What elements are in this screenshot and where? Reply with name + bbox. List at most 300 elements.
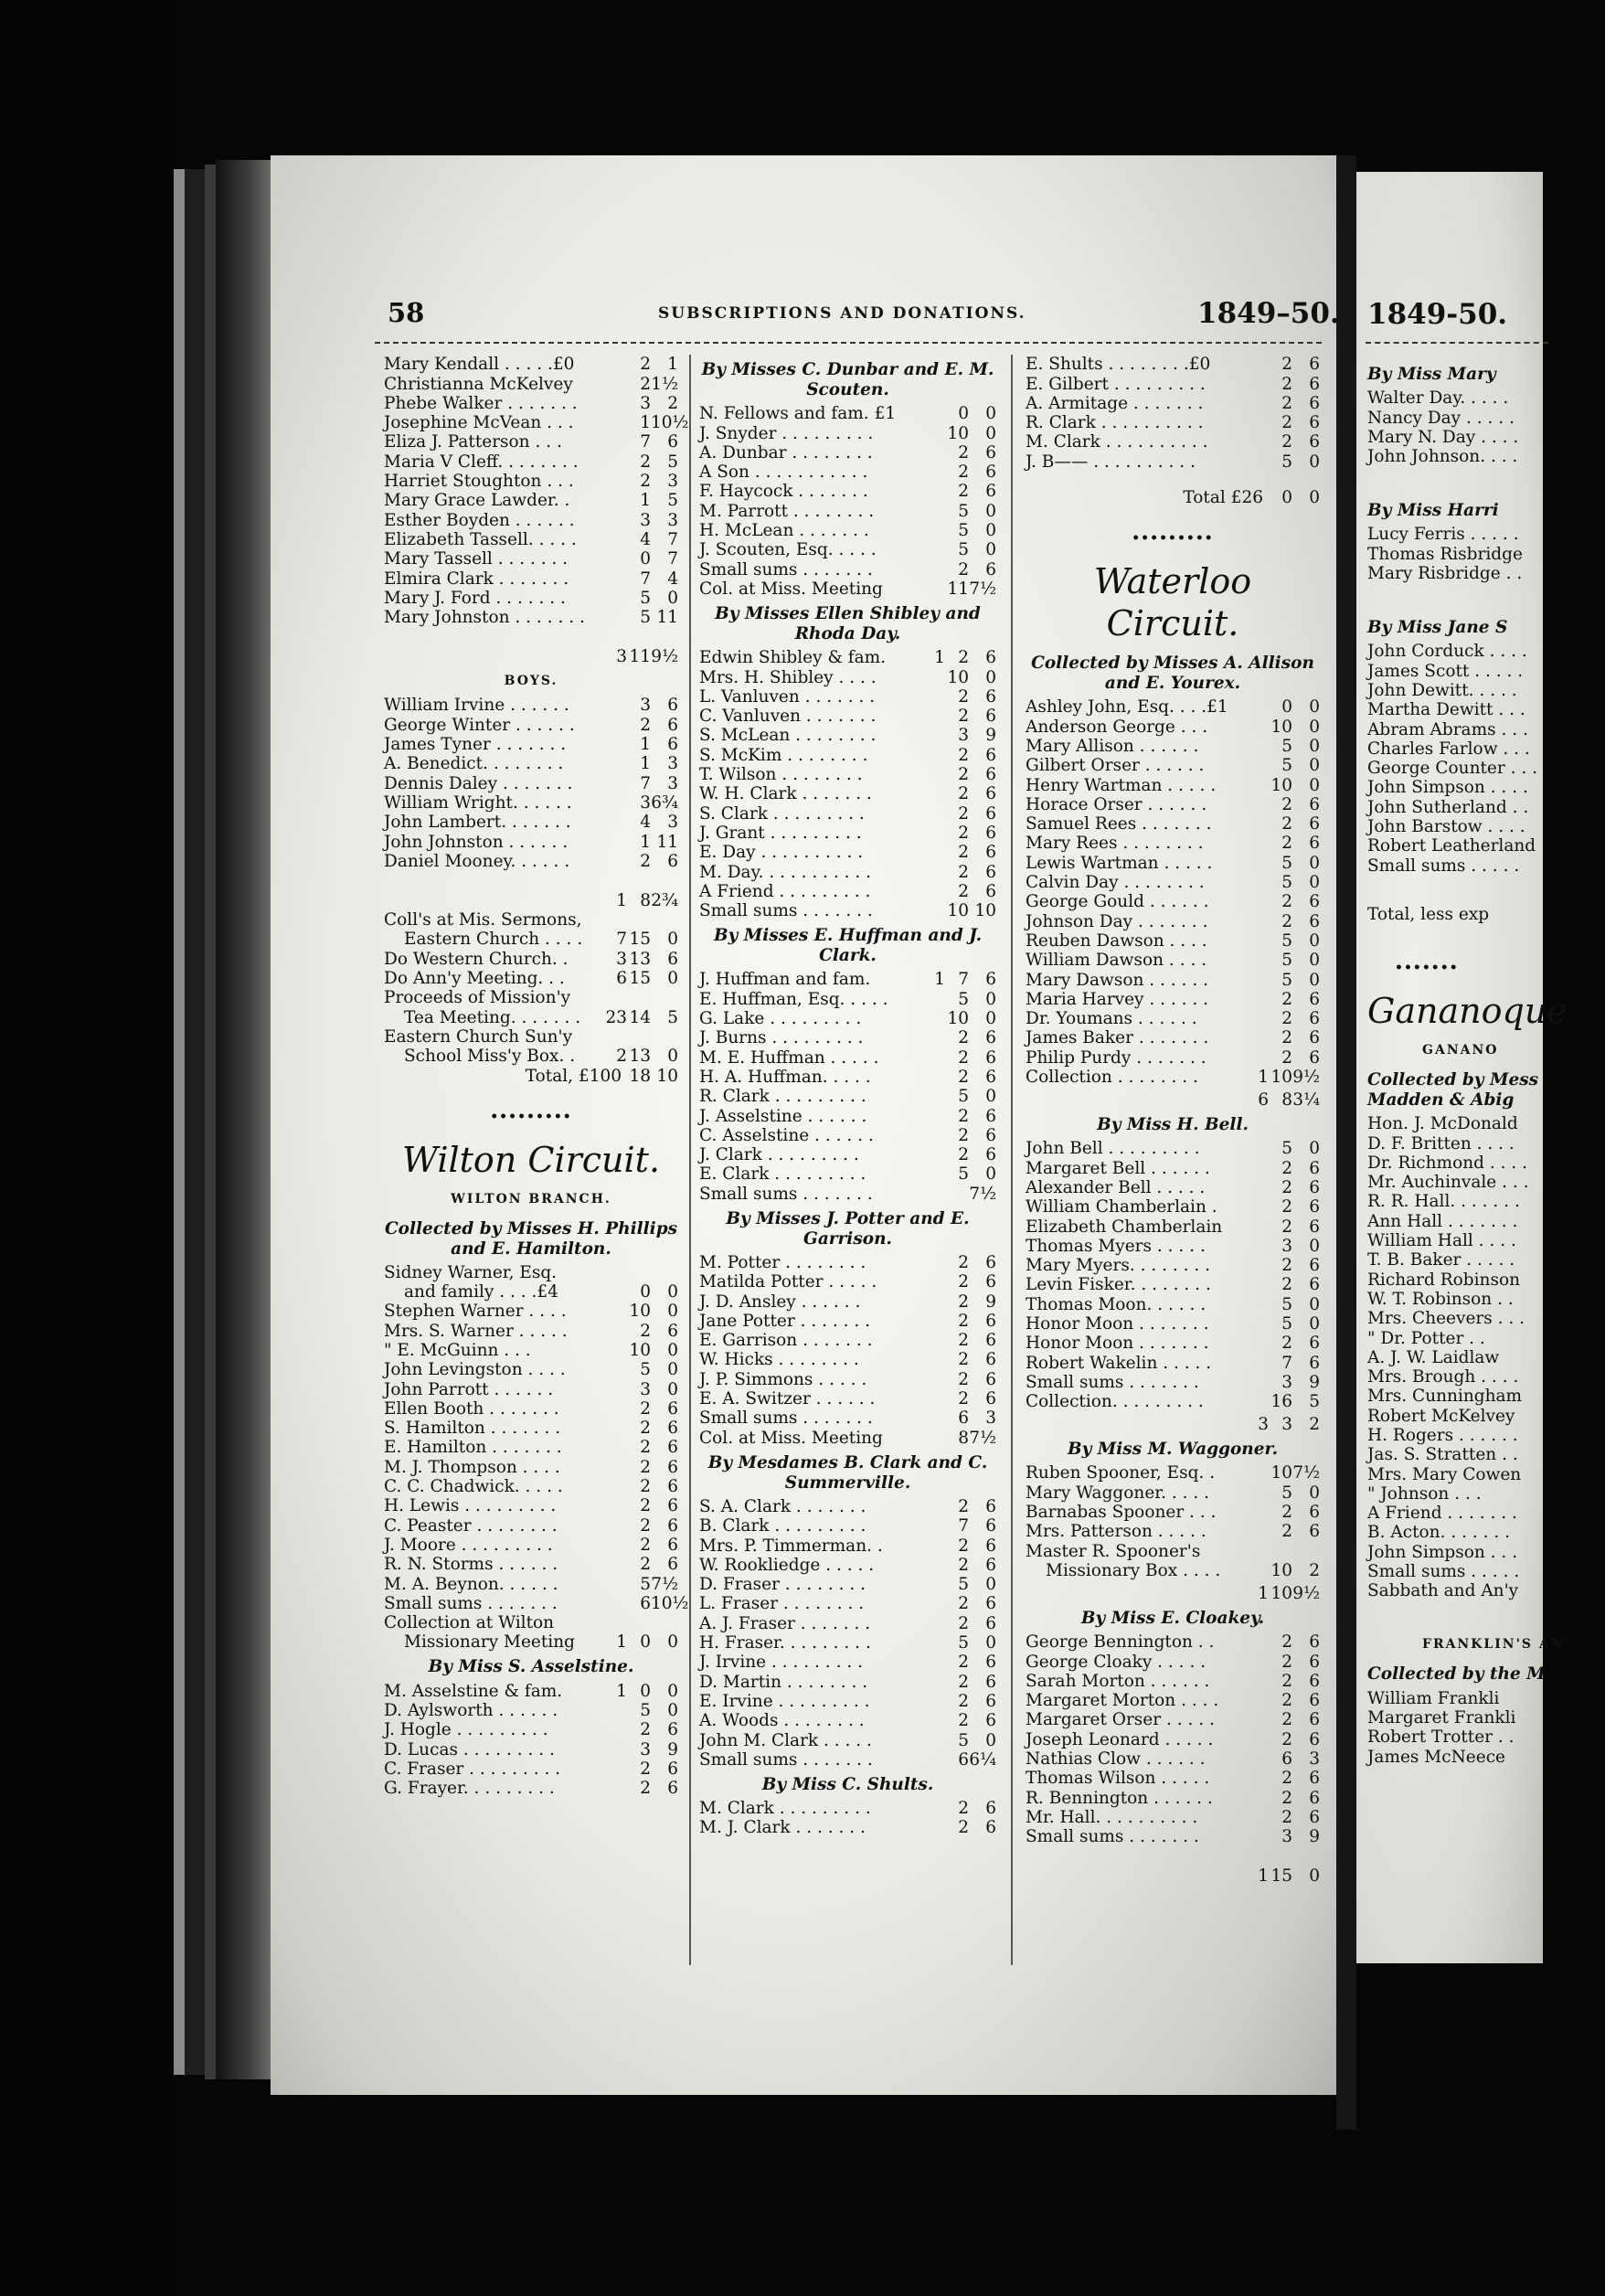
- amount-shillings: 2: [640, 472, 651, 492]
- donor-name: Collection . . . . . . . .: [1026, 1068, 1198, 1088]
- amount-pence: 2¾: [651, 890, 678, 910]
- amount-shillings: 2: [640, 1535, 651, 1555]
- amount-shillings: 2: [958, 1555, 969, 1575]
- subscription-row: [699, 1068, 996, 1087]
- donor-name: Levin Fisker. . . . . . . .: [1026, 1275, 1211, 1295]
- amount-pence: 6: [985, 462, 996, 483]
- amount-shillings: 2: [1281, 1047, 1292, 1068]
- amount-pounds: 3: [1258, 1415, 1269, 1435]
- donor-name: R. Bennington . . . . . .: [1026, 1788, 1213, 1808]
- donor-name: Mary Myers. . . . . . . .: [1026, 1256, 1211, 1276]
- donor-name: Total, less exp: [1367, 904, 1490, 924]
- amount-shillings: 7: [640, 773, 651, 793]
- amount-pence: 6: [1309, 1522, 1320, 1542]
- amount-pence: 6: [985, 1272, 996, 1292]
- donor-name: Alexander Bell . . . . .: [1026, 1177, 1206, 1197]
- subscription-row: [1026, 1463, 1320, 1483]
- donor-name: Dr. Youmans . . . . . .: [1026, 1009, 1197, 1029]
- amount-pence: 0: [1309, 488, 1320, 508]
- subscription-row: [699, 803, 996, 823]
- subscription-row: [1026, 1047, 1320, 1067]
- donor-name: Phebe Walker . . . . . . .: [384, 393, 578, 413]
- donor-name: M. Potter . . . . . . . .: [699, 1252, 866, 1272]
- subscription-row: [699, 501, 996, 520]
- donor-name: Robert Leatherland: [1367, 836, 1536, 856]
- amount-shillings: 13: [629, 949, 651, 969]
- amount-shillings: 2: [1281, 911, 1292, 931]
- amount-shillings: 2: [958, 559, 969, 579]
- amount-shillings: 5: [1281, 756, 1292, 776]
- amount-shillings: 6: [958, 1749, 969, 1770]
- spacer: [384, 1086, 678, 1102]
- circuit-title: Gananoque: [1367, 990, 1568, 1031]
- donor-name: Margaret Morton . . . .: [1026, 1691, 1219, 1711]
- donor-name: D. Martin . . . . . . . .: [699, 1672, 868, 1692]
- subscription-row: [1367, 1562, 1605, 1581]
- amount-shillings: 2: [1281, 1769, 1292, 1789]
- amount-shillings: 10: [947, 667, 969, 687]
- donor-name: Richard Robinson: [1367, 1270, 1521, 1290]
- donor-name: Calvin Day . . . . . . . .: [1026, 873, 1205, 893]
- donor-name: George Cloaky . . . . .: [1026, 1652, 1206, 1672]
- spacer: [1026, 1846, 1320, 1863]
- amount-shillings: 5: [958, 501, 969, 521]
- subscription-row: [1026, 853, 1320, 872]
- amount-pence: 11: [656, 608, 678, 628]
- amount-pounds: 1: [616, 1632, 627, 1653]
- subscription-row: [699, 667, 996, 686]
- amount-pence: 0: [1309, 756, 1320, 776]
- donor-name: M. J. Thompson . . . .: [384, 1457, 560, 1477]
- donor-name: Martha Dewitt . . .: [1367, 700, 1525, 720]
- amount-pence: 7½: [969, 579, 996, 599]
- donor-name: Jas. S. Stratten . .: [1367, 1445, 1518, 1465]
- subscription-row: [699, 540, 996, 559]
- donor-name: James Tyner . . . . . . .: [384, 735, 567, 755]
- donor-name: Robert McKelvey: [1367, 1406, 1515, 1426]
- donor-name: Nancy Day . . . . .: [1367, 408, 1515, 428]
- amount-shillings: 2: [1281, 1710, 1292, 1730]
- amount-pence: 6: [1309, 1710, 1320, 1730]
- donor-name: L. Fraser . . . . . . . .: [699, 1594, 865, 1614]
- amount-pence: 6: [1309, 1256, 1320, 1276]
- donor-name: R. N. Storms . . . . . .: [384, 1555, 558, 1575]
- amount-pence: 6: [667, 1398, 678, 1419]
- circuit-title: Waterloo Circuit.: [1093, 561, 1252, 644]
- amount-shillings: 0: [1281, 697, 1292, 718]
- collector-heading: Collected by Misses A. Allison and E. Yourex.: [1031, 654, 1314, 694]
- amount-pence: 6: [1309, 1691, 1320, 1711]
- subscription-row: [699, 1653, 996, 1672]
- subscription-row: [384, 1701, 678, 1720]
- subscription-row: [384, 1399, 678, 1419]
- amount-pounds: 6: [616, 969, 627, 989]
- amount-pence: 3: [667, 510, 678, 530]
- donor-name: Harriet Stoughton . . .: [384, 472, 574, 492]
- amount-shillings: 2: [1281, 989, 1292, 1009]
- amount-shillings: 2: [958, 1331, 969, 1351]
- subscription-row: [384, 1379, 678, 1398]
- amount-shillings: 3: [640, 510, 651, 530]
- donor-name: J. Snyder . . . . . . . . .: [699, 423, 874, 443]
- amount-shillings: 5: [958, 1164, 969, 1185]
- subscription-row: [384, 1632, 678, 1652]
- donor-name: John Lambert. . . . . . .: [384, 813, 571, 833]
- collector-heading: By Miss Harri: [1367, 501, 1499, 521]
- circuit-title: Wilton Circuit.: [401, 1139, 661, 1180]
- donor-name: B. Acton. . . . . . .: [1367, 1523, 1511, 1543]
- amount-pence: 0: [1309, 951, 1320, 971]
- donor-name: Josephine McVean . . .: [384, 413, 574, 433]
- amount-pence: 6: [667, 735, 678, 755]
- amount-shillings: 2: [958, 1818, 969, 1838]
- donor-name: Small sums . . . . . . .: [1026, 1372, 1199, 1392]
- amount-pence: 6: [1309, 1769, 1320, 1789]
- subscription-row: [1026, 1808, 1320, 1827]
- donor-name: M. Clark . . . . . . . . .: [699, 1799, 871, 1819]
- amount-shillings: 2: [958, 1106, 969, 1126]
- subscription-row: [699, 1613, 996, 1632]
- amount-shillings: 2: [958, 1047, 969, 1068]
- subscription-row: [384, 1282, 678, 1302]
- donor-name: John Johnston . . . . . .: [384, 832, 569, 852]
- subtotal-row: [1026, 1411, 1320, 1434]
- donor-name: Mary Tassell . . . . . . .: [384, 549, 569, 569]
- amount-shillings: 2: [1281, 1256, 1292, 1276]
- subscription-row: [699, 1312, 996, 1331]
- donor-name: Mary Dawson . . . . . .: [1026, 970, 1208, 990]
- donor-name: Sidney Warner, Esq.: [384, 1262, 558, 1282]
- amount-shillings: 8: [958, 1428, 969, 1448]
- subscription-row: [699, 1184, 996, 1203]
- subscription-row: [699, 765, 996, 784]
- column-3: [1026, 355, 1320, 1886]
- amount-pence: 6: [985, 803, 996, 824]
- amount-pence: 6: [985, 482, 996, 502]
- donor-name: J. Asselstine . . . . . .: [699, 1106, 867, 1126]
- donor-name: George Gould . . . . . .: [1026, 892, 1209, 912]
- collector-heading: By Misses C. Dunbar and E. M. Scouten.: [701, 360, 994, 399]
- donor-name: Small sums . . . . . . .: [699, 901, 873, 921]
- amount-shillings: 15: [629, 969, 651, 989]
- amount-shillings: 2: [958, 1799, 969, 1819]
- subscription-row: [699, 1750, 996, 1770]
- subscription-row: [699, 989, 996, 1008]
- subscription-row: [1026, 1139, 1320, 1158]
- donor-name: Coll's at Mis. Sermons,: [384, 910, 582, 930]
- amount-pence: 0: [1309, 1139, 1320, 1159]
- amount-pence: 6: [667, 1515, 678, 1536]
- subscription-row: [699, 1389, 996, 1408]
- amount-pence: 6: [985, 862, 996, 882]
- donor-name: W. Hicks . . . . . . . .: [699, 1350, 859, 1370]
- amount-pence: 6: [667, 1720, 678, 1740]
- amount-pence: 6: [1309, 413, 1320, 433]
- amount-shillings: 2: [1281, 814, 1292, 834]
- donor-name: E. A. Switzer . . . . . .: [699, 1389, 876, 1409]
- donor-name: Ellen Booth . . . . . . .: [384, 1398, 559, 1419]
- subscription-row: [384, 1593, 689, 1613]
- subscription-row: [1367, 1328, 1605, 1347]
- subscription-row: [699, 1594, 996, 1613]
- amount-pounds: 6: [1258, 1090, 1269, 1111]
- donor-name: Missionary Box . . . .: [1046, 1560, 1221, 1580]
- donor-name: John Dewitt. . . . .: [1367, 680, 1517, 700]
- next-page-year: 1849-50.: [1367, 298, 1508, 331]
- donor-name: Lucy Ferris . . . . .: [1367, 525, 1519, 545]
- subscription-row: [1367, 817, 1605, 836]
- collector-heading: By Miss H. Bell.: [1097, 1115, 1249, 1135]
- amount-pence: 0: [1309, 1294, 1320, 1314]
- donor-name: John Corduck . . . .: [1367, 642, 1527, 662]
- donor-name: John M. Clark . . . . .: [699, 1730, 872, 1750]
- amount-shillings: 1: [640, 413, 651, 433]
- ornament-divider: •••••••••: [490, 1109, 572, 1124]
- subscription-row: [1367, 1211, 1605, 1230]
- amount-pence: 6: [667, 1477, 678, 1497]
- donor-name: Robert Wakelin . . . . .: [1026, 1353, 1212, 1373]
- amount-shillings: 8: [640, 890, 651, 910]
- donor-name: Missionary Meeting: [404, 1632, 575, 1653]
- amount-shillings: 2: [1281, 1729, 1292, 1749]
- donor-name: C. C. Chadwick. . . . .: [384, 1477, 563, 1497]
- amount-pence: 0: [985, 501, 996, 521]
- amount-shillings: 6: [1281, 1749, 1292, 1770]
- donor-name: W. H. Clark . . . . . . .: [699, 784, 872, 804]
- amount-shillings: 2: [958, 462, 969, 483]
- spacer: [384, 871, 678, 888]
- subscription-row: [384, 1555, 678, 1574]
- subscription-row: [1367, 1523, 1605, 1542]
- amount-shillings: 2: [958, 1125, 969, 1145]
- amount-pence: 0: [667, 1282, 678, 1302]
- subscription-row: [384, 374, 678, 393]
- amount-pence: 6: [1309, 1158, 1320, 1178]
- amount-pence: 6: [985, 1613, 996, 1633]
- amount-pence: 6: [1309, 834, 1320, 854]
- book-edge: [205, 165, 216, 2079]
- amount-pence: 9: [667, 1739, 678, 1759]
- subscription-row: [384, 491, 678, 510]
- amount-pence: 0: [667, 1701, 678, 1721]
- subscription-row: [1367, 700, 1605, 719]
- amount-shillings: 2: [1281, 1158, 1292, 1178]
- amount-shillings: 2: [640, 1555, 651, 1575]
- donor-name: A Friend . . . . . . . . .: [699, 881, 871, 901]
- amount-pence: 6: [985, 1369, 996, 1389]
- subscription-row: [384, 589, 678, 608]
- donor-name: John Bell . . . . . . . . .: [1026, 1139, 1200, 1159]
- subscription-row: [384, 1574, 678, 1593]
- amount-shillings: 2: [958, 784, 969, 804]
- amount-pence: 0: [1309, 1236, 1320, 1256]
- subscription-row: [699, 521, 996, 540]
- subscription-row: [384, 394, 678, 413]
- amount-pence: 6: [985, 1028, 996, 1048]
- amount-shillings: 2: [1281, 413, 1292, 433]
- donor-name: J. Irvine . . . . . . . . .: [699, 1653, 863, 1673]
- amount-shillings: 2: [1281, 1217, 1292, 1237]
- donor-name: Small sums . . . . . . .: [699, 1749, 873, 1770]
- subscription-row: [699, 1106, 996, 1125]
- subscription-row: [1026, 1314, 1320, 1334]
- amount-shillings: 5: [640, 588, 651, 608]
- donor-name: Small sums . . . . . . .: [699, 559, 873, 579]
- amount-pence: 9: [985, 1292, 996, 1312]
- donor-name: C. Vanluven . . . . . . .: [699, 707, 877, 727]
- amount-pence: 6: [985, 1653, 996, 1673]
- amount-shillings: 2: [640, 1419, 651, 1439]
- donor-name: E. Garrison . . . . . . .: [699, 1331, 873, 1351]
- donor-name: Mrs. S. Warner . . . . .: [384, 1321, 568, 1341]
- donor-name: B. Clark . . . . . . . . .: [699, 1516, 866, 1536]
- donor-name: D. F. Britten . . . .: [1367, 1133, 1515, 1153]
- amount-pence: 0: [1309, 697, 1320, 718]
- amount-shillings: 2: [958, 1292, 969, 1312]
- donor-name: A. Dunbar . . . . . . . .: [699, 442, 873, 462]
- subscription-row: [1026, 432, 1320, 452]
- subscription-row: [384, 1007, 678, 1026]
- amount-pence: 0: [985, 989, 996, 1009]
- section-subheading: WILTON BRANCH.: [451, 1191, 611, 1206]
- amount-shillings: 2: [1281, 374, 1292, 394]
- donor-name: William Wright. . . . . .: [384, 792, 572, 813]
- amount-shillings: 14: [629, 1007, 651, 1027]
- amount-pence: 6: [1309, 1807, 1320, 1827]
- donor-name: Samuel Rees . . . . . . .: [1026, 814, 1212, 834]
- subscription-row: [1367, 1367, 1605, 1387]
- amount-pence: 6: [985, 765, 996, 785]
- amount-pence: 6: [1309, 1334, 1320, 1354]
- amount-shillings: 2: [958, 1311, 969, 1331]
- subscription-row: [384, 735, 678, 754]
- amount-shillings: 5: [1281, 853, 1292, 873]
- subscription-row: [1026, 1710, 1320, 1729]
- donor-name: Honor Moon . . . . . . .: [1026, 1313, 1209, 1334]
- amount-shillings: 2: [958, 1711, 969, 1731]
- amount-pence: 0: [667, 1379, 678, 1399]
- subscription-row: [384, 1681, 678, 1700]
- amount-shillings: 2: [958, 442, 969, 462]
- donor-name: " Dr. Potter . .: [1367, 1328, 1485, 1348]
- donor-name: Total £26: [1183, 488, 1263, 508]
- subscription-row: [1367, 1688, 1605, 1707]
- amount-shillings: 2: [958, 1389, 969, 1409]
- amount-pence: 5: [667, 1007, 678, 1027]
- donor-name: S. Clark . . . . . . . . .: [699, 803, 865, 824]
- amount-pence: 6: [985, 784, 996, 804]
- subscription-row: [384, 930, 678, 949]
- subscription-row: [1367, 525, 1605, 544]
- subscription-row: [699, 648, 996, 667]
- amount-pounds: 1: [1258, 1068, 1269, 1088]
- subscription-row: [1026, 795, 1320, 814]
- amount-shillings: 5: [958, 521, 969, 541]
- amount-shillings: 5: [1281, 873, 1292, 893]
- amount-pence: 6: [1309, 1353, 1320, 1373]
- amount-shillings: 2: [958, 823, 969, 843]
- amount-shillings: 10: [1270, 1560, 1292, 1580]
- subscription-row: [384, 1720, 678, 1739]
- amount-pounds: 1: [1258, 1583, 1269, 1603]
- amount-shillings: 5: [640, 608, 651, 628]
- donor-name: E. Day . . . . . . . . . .: [699, 843, 864, 863]
- subscription-row: [699, 1047, 996, 1067]
- amount-shillings: 6: [958, 1408, 969, 1429]
- subscription-row: [699, 1272, 996, 1292]
- donor-name: John Sutherland . .: [1367, 797, 1529, 817]
- amount-pence: 6: [1309, 1009, 1320, 1029]
- subscription-row: [384, 949, 678, 968]
- amount-shillings: 2: [958, 1594, 969, 1614]
- running-title: SUBSCRIPTIONS AND DONATIONS.: [658, 304, 1026, 323]
- amount-pence: 6: [985, 1106, 996, 1126]
- donor-name: John Barstow . . . .: [1367, 817, 1525, 837]
- subscription-row: [699, 1516, 996, 1536]
- subscription-row: [1026, 990, 1320, 1009]
- subscription-row: [1367, 759, 1605, 778]
- donor-name: H. A. Huffman. . . . .: [699, 1067, 871, 1087]
- donor-name: Philip Purdy . . . . . . .: [1026, 1047, 1206, 1068]
- amount-shillings: 2: [958, 1536, 969, 1556]
- donor-name: Small sums . . . . . . .: [1026, 1827, 1199, 1847]
- amount-shillings: 0: [640, 1282, 651, 1302]
- donor-name: John Simpson . . .: [1367, 1542, 1518, 1562]
- amount-pence: 6: [667, 715, 678, 735]
- subscription-row: [1367, 1173, 1605, 1192]
- subscription-row: [699, 1799, 996, 1818]
- donor-name: M. J. Clark . . . . . . .: [699, 1818, 866, 1838]
- subscription-row: [699, 1711, 996, 1730]
- amount-pence: 6: [1309, 355, 1320, 375]
- amount-pence: 0: [985, 1633, 996, 1653]
- donor-name: Elmira Clark . . . . . . .: [384, 569, 569, 589]
- subscription-row: [384, 1419, 678, 1438]
- amount-shillings: 2: [958, 1653, 969, 1673]
- amount-shillings: 3: [1281, 1236, 1292, 1256]
- subscription-row: [384, 1321, 678, 1340]
- donor-name: James Scott . . . . .: [1367, 661, 1524, 681]
- collector-heading: By Miss M. Waggoner.: [1067, 1440, 1279, 1460]
- donor-name: Anderson George . . .: [1026, 717, 1208, 737]
- donor-name: S. McLean . . . . . . . .: [699, 726, 877, 746]
- collector-heading: Collected by Mess Madden & Abig: [1367, 1069, 1539, 1110]
- amount-shillings: 2: [640, 851, 651, 871]
- spacer: [1026, 472, 1320, 488]
- total-row: [1026, 488, 1320, 507]
- amount-pence: 6¼: [969, 1749, 996, 1770]
- donor-name: J. D. Ansley . . . . . .: [699, 1292, 861, 1312]
- subscription-row: [1367, 1708, 1605, 1727]
- amount-pence: 3: [1309, 1749, 1320, 1770]
- amount-shillings: 18: [629, 1066, 651, 1086]
- donor-name: D. Fraser . . . . . . . .: [699, 1575, 866, 1595]
- subscription-row: [1367, 681, 1605, 700]
- donor-name: T. B. Baker . . . . .: [1367, 1250, 1515, 1270]
- donor-name: R. Clark . . . . . . . . . .: [1026, 413, 1204, 433]
- subscription-row: [699, 1164, 996, 1184]
- donor-name: A. Woods . . . . . . . .: [699, 1711, 865, 1731]
- amount-pence: 6: [667, 432, 678, 452]
- amount-shillings: 5: [640, 1360, 651, 1380]
- donor-name: F. Haycock . . . . . . .: [699, 482, 868, 502]
- subscription-row: [1367, 1426, 1605, 1445]
- subscription-row: [1367, 1445, 1605, 1464]
- subscription-row: [1026, 1769, 1320, 1788]
- subscription-row: [1026, 1275, 1320, 1294]
- donor-name: George Winter . . . . . .: [384, 715, 575, 735]
- amount-pence: 9½: [1292, 1068, 1320, 1088]
